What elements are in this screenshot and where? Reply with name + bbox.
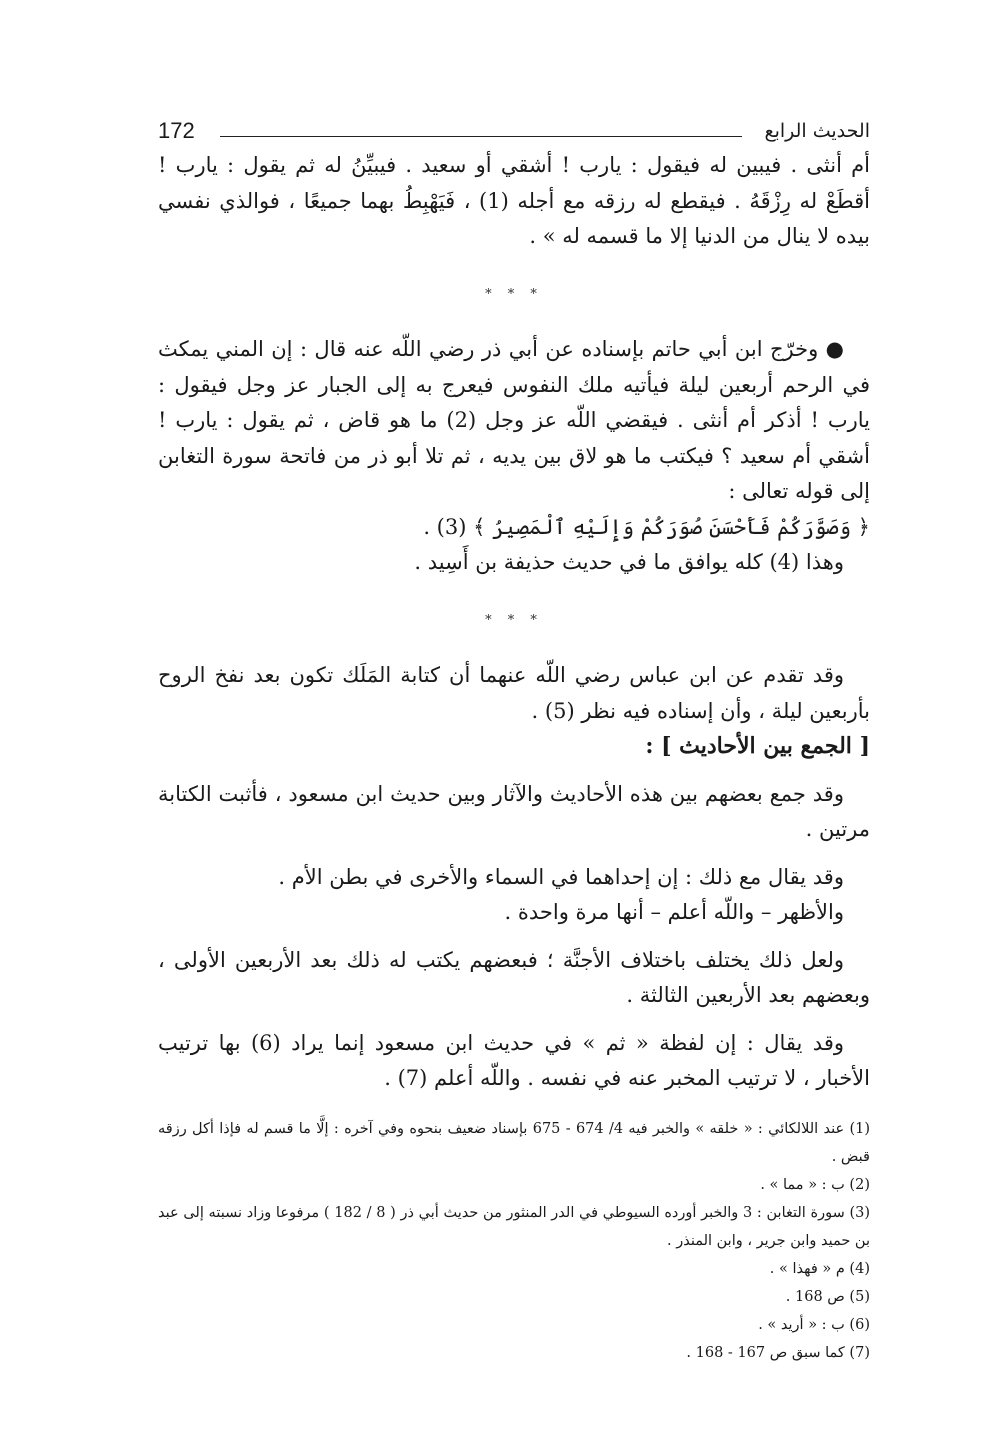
footnote-1: (1) عند اللالكائي : « خلقه » والخبر فيه 4/ 674 - 675 بإسناد ضعيف بنحوه وفي آخره : إلَّا ما قسم له فإذا أكل رزقه قبض . bbox=[158, 1120, 871, 1165]
footnote-5: (5) ص 168 . bbox=[785, 1288, 870, 1305]
book-page bbox=[158, 108, 870, 1367]
footnote-2: (2) ب : « مما » . bbox=[760, 1176, 870, 1193]
section-separator: * * * bbox=[485, 286, 543, 302]
paragraph-ibn-abbas: وقد تقدم عن ابن عباس رضي اللّه عنهما أن كتابة المَلَك تكون بعد نفخ الروح بأربعين ليلة ، وأن إسناده فيه نظر (5) . bbox=[158, 663, 870, 723]
footnote-6: (6) ب : « أريد » . bbox=[758, 1316, 870, 1333]
paragraph-hudhayfa: وهذا (4) كله يوافق ما في حديث حذيفة بن أَسِيد . bbox=[414, 550, 844, 574]
chapter-title: الحديث الرابع bbox=[764, 120, 870, 142]
paragraph-continuation: أم أنثى . فيبين له فيقول : يارب ! أشقي أو سعيد . فيبيِّنُ له ثم يقول : يارب ! أقطَعْ له رِزْقَهُ . فيقطع له رزقه مع أجله (1) ، فَيَهْبِطُ بهما جميعًا ، فوالذي نفسي بيده لا ينال من الدنيا إلا ما قسمه له » . bbox=[158, 153, 870, 248]
section-separator: * * * bbox=[485, 612, 543, 628]
quran-verse: ﴿ وَصَوَّرَكُمْ فَأَحْسَنَ صُوَرَكُمْ وَإِلَيْهِ ٱلْمَصِيرُ ﴾ (3) . bbox=[423, 514, 870, 539]
section-heading: [ الجمع بين الأحاديث ] : bbox=[645, 733, 870, 759]
paragraph-thumma: وقد يقال : إن لفظة « ثم » في حديث ابن مسعود إنما يراد (6) بها ترتيب الأخبار ، لا ترتيب المخبر عنه في نفسه . واللّه أعلم (7) . bbox=[158, 1030, 870, 1090]
paragraph-reconciliation: وقد جمع بعضهم بين هذه الأحاديث والآثار وبين حديث ابن مسعود ، فأثبت الكتابة مرتين . bbox=[158, 781, 870, 841]
paragraph-embryos: ولعل ذلك يختلف باختلاف الأجنَّة ؛ فبعضهم يكتب له ذلك بعد الأربعين الأولى ، وبعضهم بعد الأربعين الثالثة . bbox=[158, 947, 870, 1007]
footnote-4: (4) م « فهذا » . bbox=[769, 1260, 870, 1277]
paragraph-abu-dharr: ● وخرّج ابن أبي حاتم بإسناده عن أبي ذر رضي اللّه عنه قال : إن المني يمكث في الرحم أربعين ليلة فيأتيه ملك النفوس فيعرج به إلى الجبار عز وجل فيقول : يارب ! أذكر أم أنثى . فيقضي اللّه عز وجل (2) ما هو قاض ، ثم يقول : يارب ! أشقي أم سعيد ؟ فيكتب ما هو لاق بين يديه ، ثم تلا أبو ذر من فاتحة سورة التغابن إلى قوله تعالى : bbox=[158, 337, 870, 503]
paragraph-once: والأظهر – واللّه أعلم – أنها مرة واحدة . bbox=[504, 900, 844, 924]
body-text bbox=[158, 148, 870, 1097]
paragraph-heaven-womb: وقد يقال مع ذلك : إن إحداهما في السماء والأخرى في بطن الأم . bbox=[278, 864, 844, 889]
footnote-7: (7) كما سبق ص 167 - 168 . bbox=[686, 1344, 870, 1361]
header-rule bbox=[220, 136, 742, 137]
footnote-3: (3) سورة التغابن : 3 والخبر أورده السيوطي في الدر المنثور من حديث أبي ذر ( 8 / 182 ) مرفوعا وزاد نسبته إلى عبد بن حميد وابن جرير ، وابن المنذر . bbox=[158, 1204, 871, 1249]
running-header bbox=[158, 108, 870, 148]
footnotes bbox=[158, 1115, 870, 1367]
page-number: 172 bbox=[158, 118, 195, 143]
